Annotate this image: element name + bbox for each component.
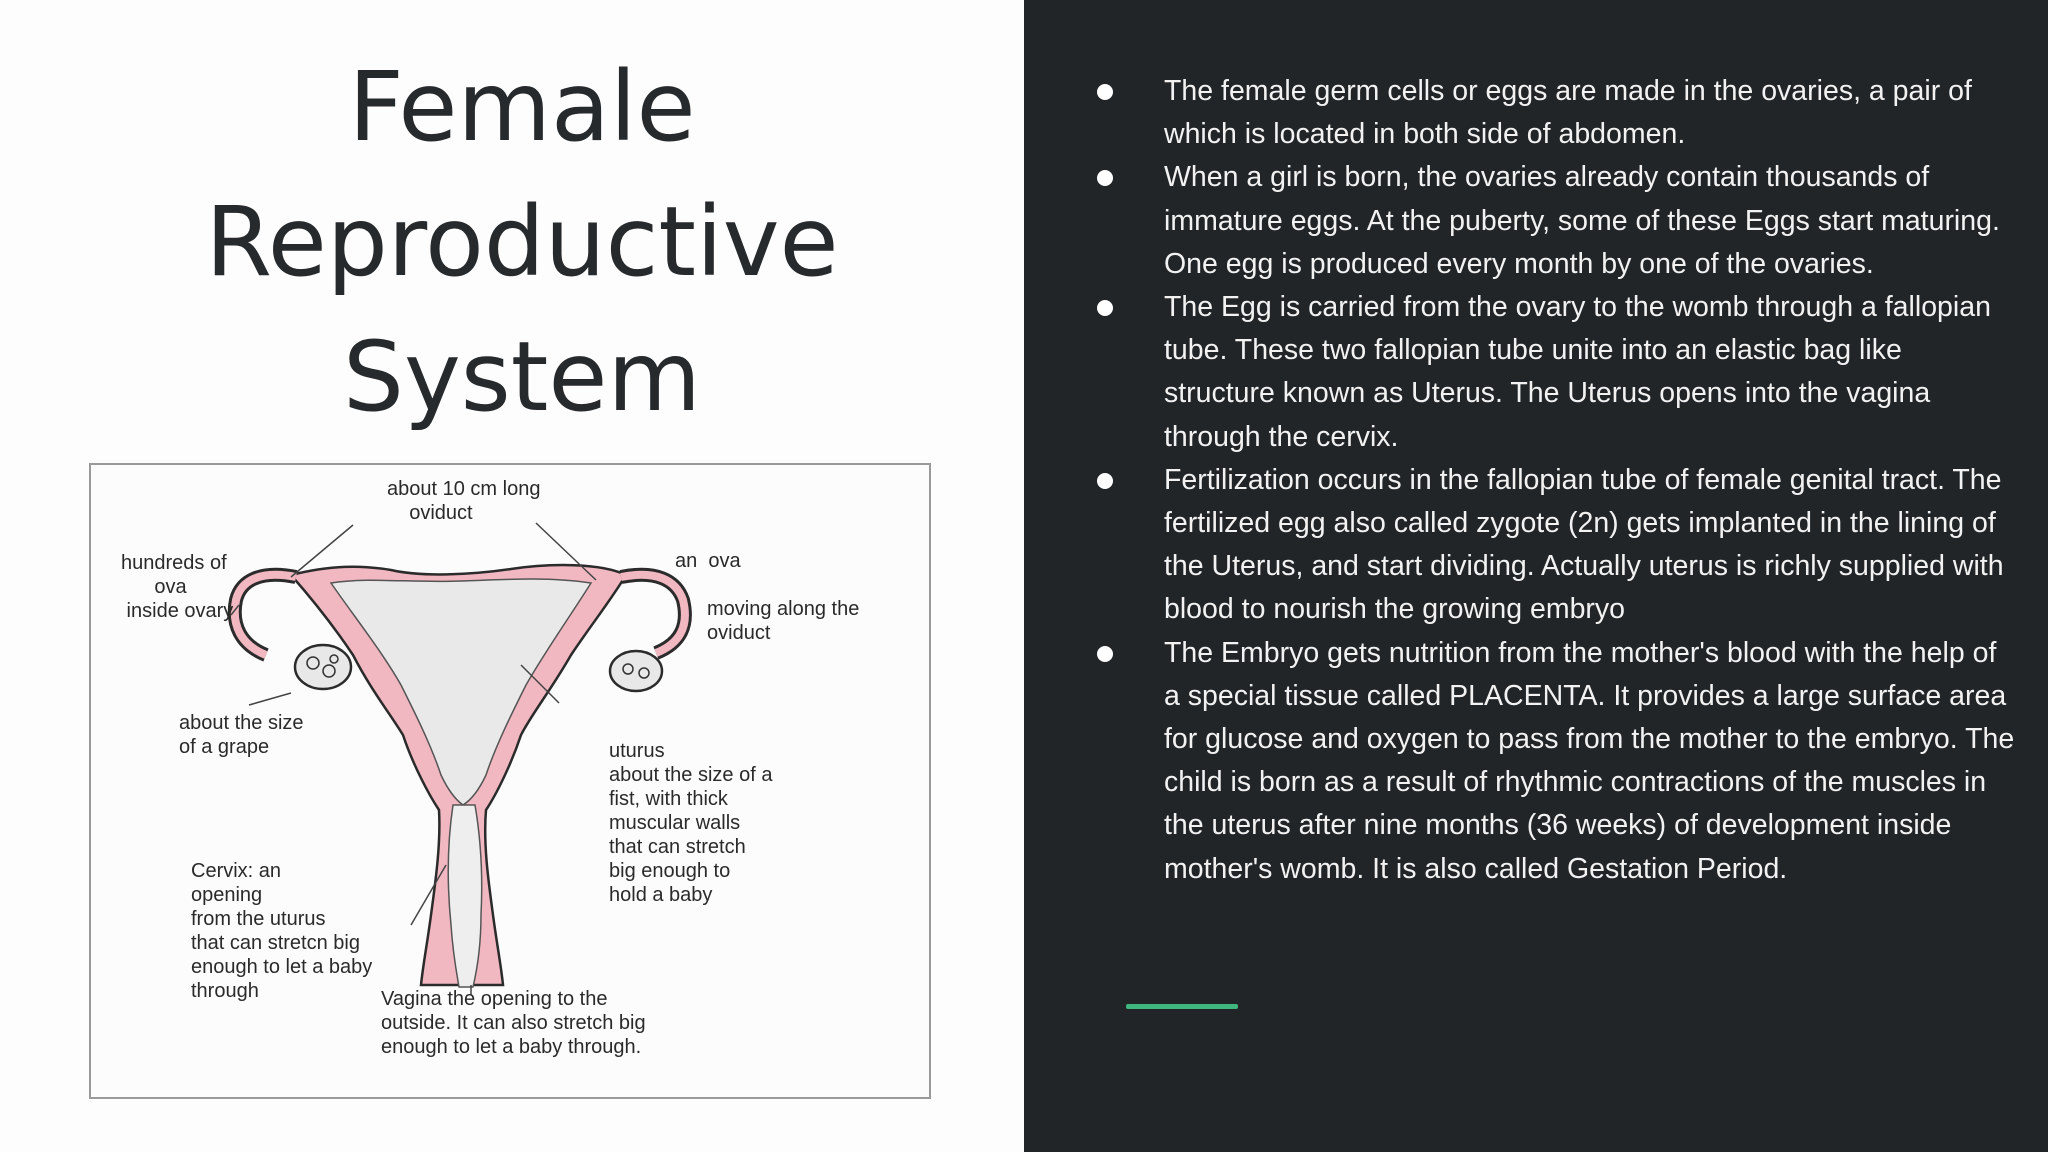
right-oviduct-lumen [621,575,685,653]
title-line: Female [348,51,696,163]
title-line: Reproductive [205,186,839,298]
slide-title [0,40,1044,445]
bullet-text: The Egg is carried from the ovary to the womb through a fallopian tube. These two fallopian tube unite into an elastic bag like structure known as Uterus. The Uterus opens into the vagina through the cervix. [1164,291,1991,453]
bullet-text: Fertilization occurs in the fallopian tube of female genital tract. The fertilized egg also called zygote (2n) gets implanted in the lining of the Uterus, and start dividing. Actually uterus is richly supplied with blood to nourish the growing embryo [1164,463,2004,626]
label-cervix: Cervix: an opening from the uturus that can stretcn big enough to let a baby through [191,860,373,1002]
bullet-dot-icon [1097,84,1113,100]
label-an-ova: an ova [675,550,741,572]
bullet-text: When a girl is born, the ovaries already contain thousands of immature eggs. At the puberty, some of these Eggs start maturing. One egg is produced every month by one of the ovaries. [1164,161,2000,280]
bullet-item [1090,156,2020,286]
bullet-item [1090,70,2020,156]
bullet-dot-icon [1097,170,1113,186]
bullet-dot-icon [1097,646,1113,662]
bullet-text: The Embryo gets nutrition from the mother's blood with the help of a special tissue called PLACENTA. It provides a large surface area for glucose and oxygen to pass from the mother to the embryo. The child is born as a result of rhythmic contractions of the muscles in the uterus after nine months (36 weeks) of development inside mother's womb. It is also called Gestation Period. [1164,636,2015,885]
uterine-cavity [331,579,591,805]
bullet-item [1090,286,2020,459]
title-line: System [343,321,701,433]
bullet-dot-icon [1097,300,1113,316]
bullet-item [1090,459,2020,632]
bullet-text: The female germ cells or eggs are made in the ovaries, a pair of which is located in both side of abdomen. [1164,75,1972,151]
text-cursor-underline [1126,1004,1238,1009]
leader-line [249,693,291,705]
left-ovary [295,645,351,689]
bullet-list [1090,70,2020,891]
label-moving-along-oviduct: moving along the oviduct [707,598,860,644]
reproductive-system-diagram [89,463,931,1099]
label-vagina: Vagina the opening to the outside. It can also stretch big enough to let a baby through. [381,988,646,1058]
label-size-of-grape: about the size of a grape [179,712,304,758]
right-ovary [610,651,662,691]
bullet-dot-icon [1097,473,1113,489]
bullet-item [1090,632,2020,891]
label-oviduct: about 10 cm long oviduct [387,478,541,524]
left-oviduct-lumen [235,575,296,655]
label-uterus: uturus about the size of a fist, with thick muscular walls that can stretch big enough to hold a baby [609,740,773,906]
label-ova-inside-ovary: hundreds of ova inside ovary [121,552,234,622]
